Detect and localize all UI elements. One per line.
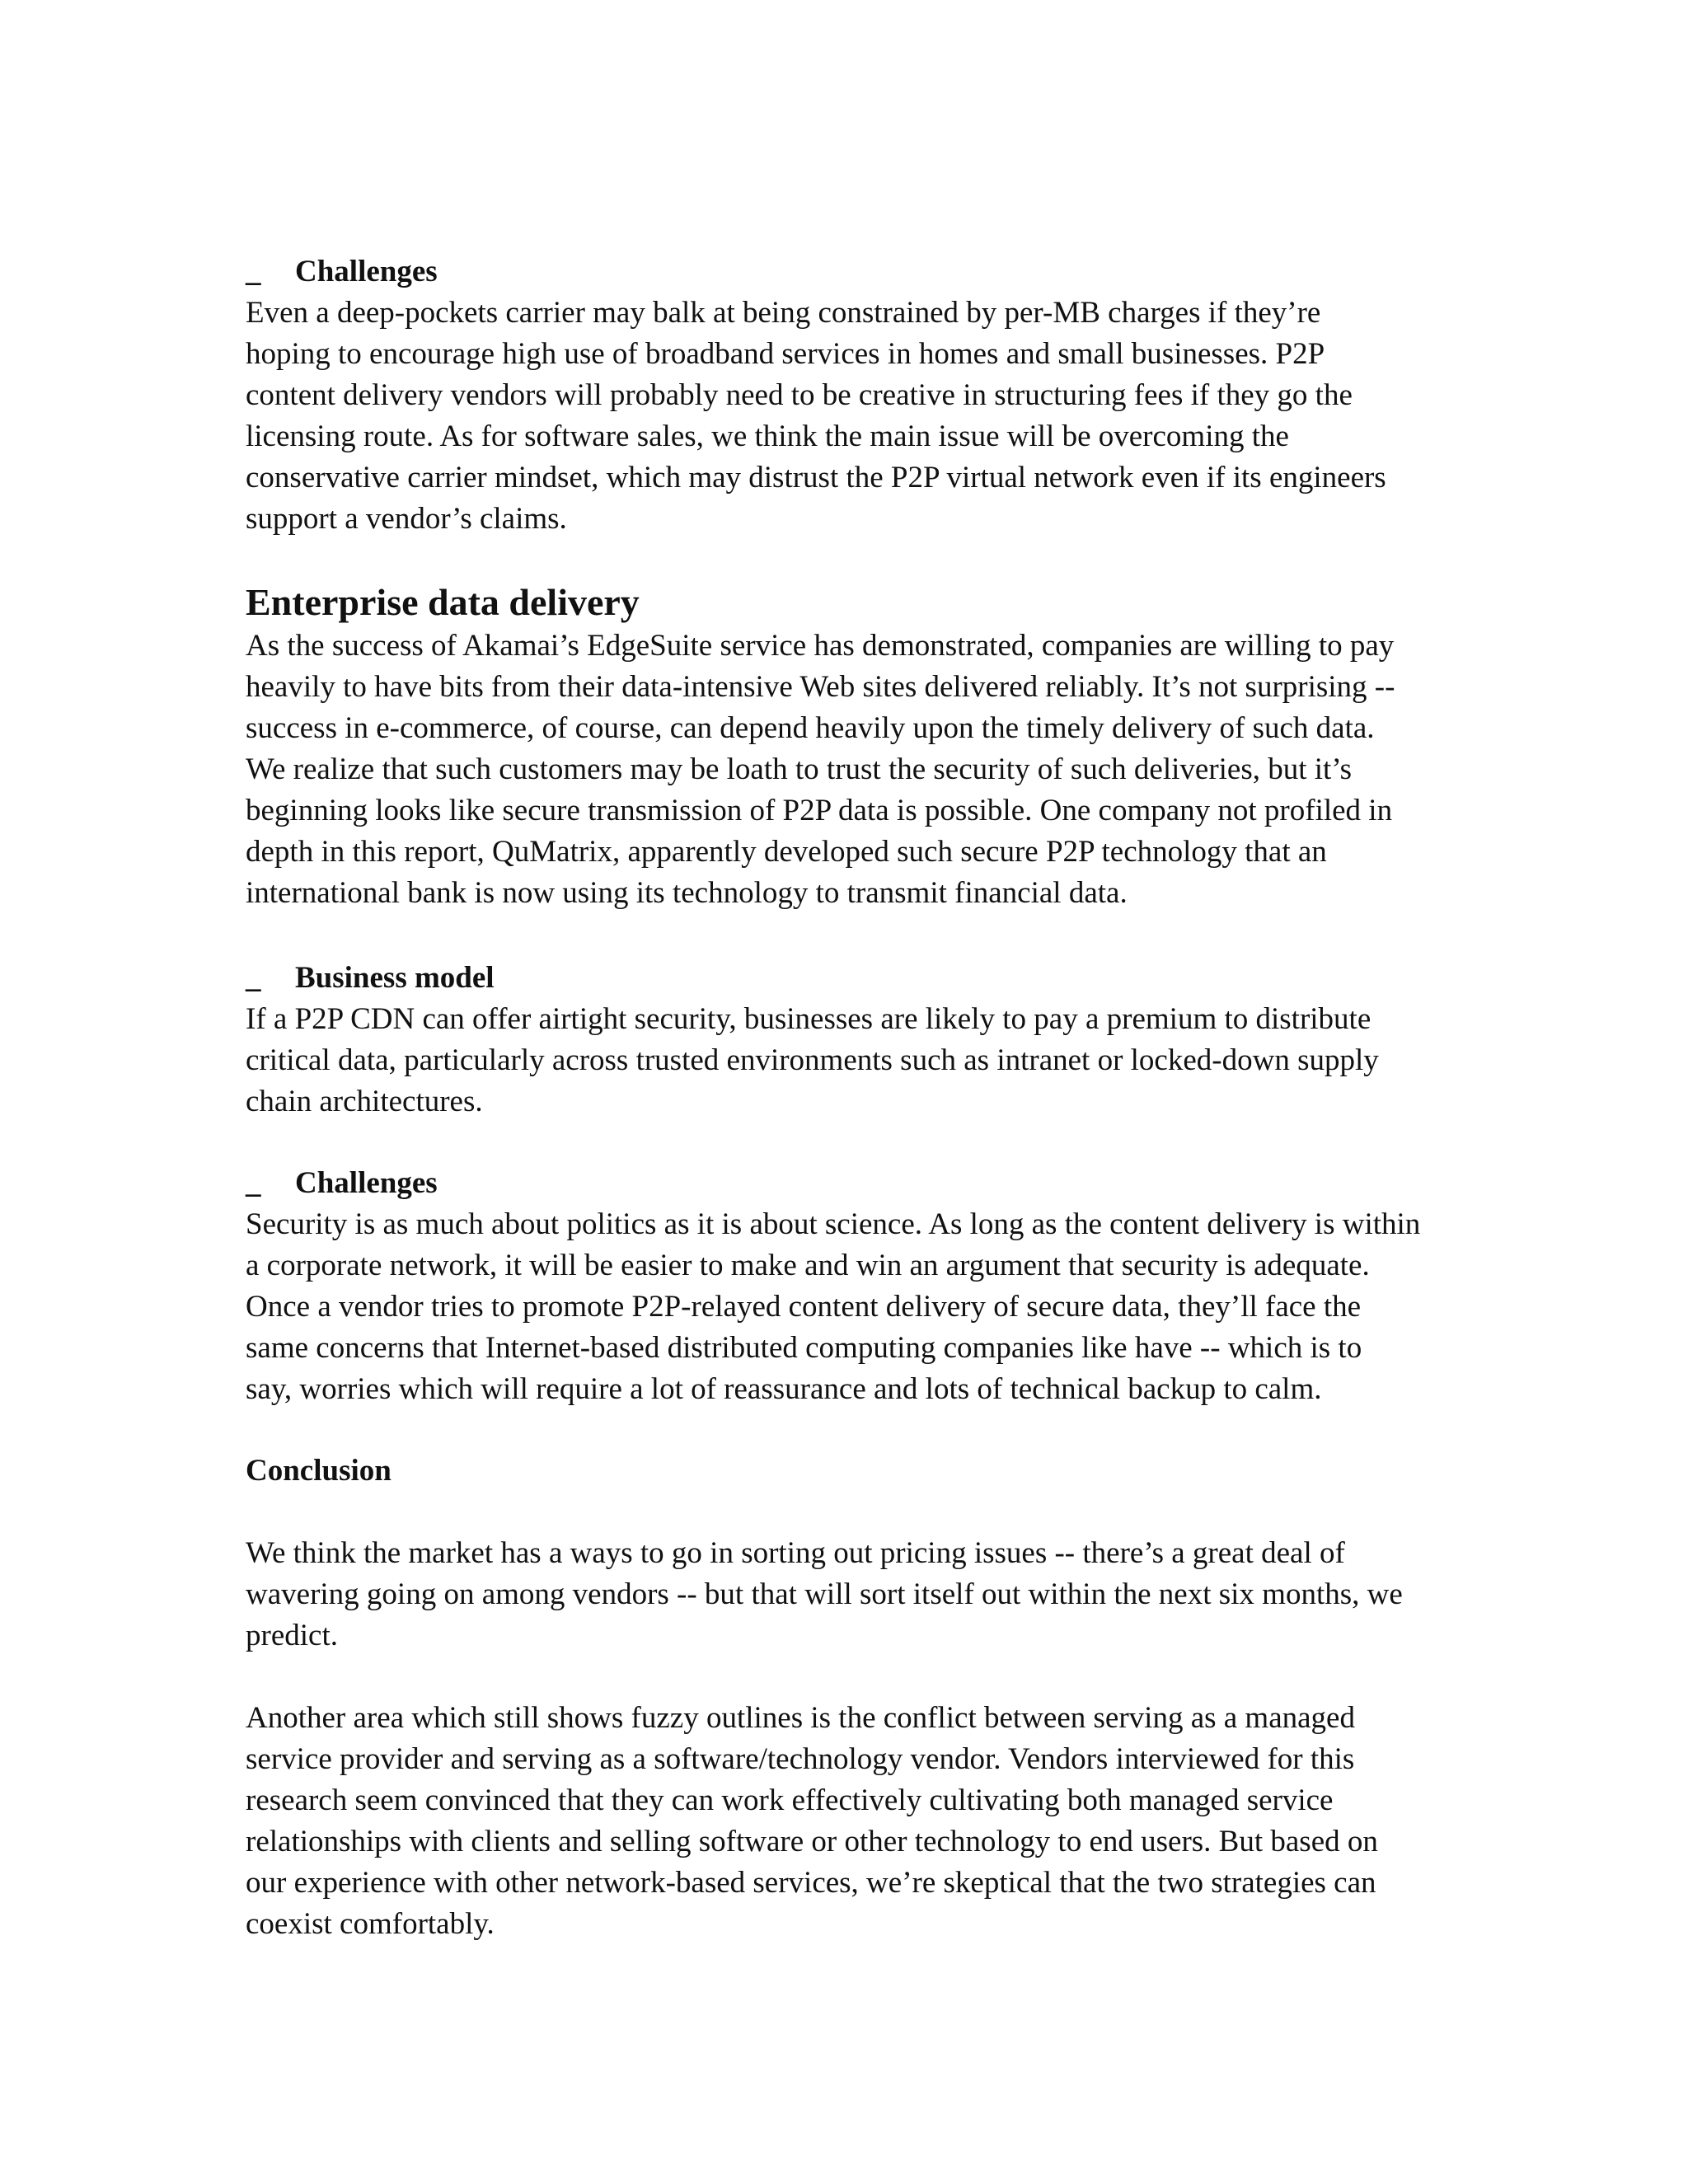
challenges-2-section <box>246 1163 1449 1410</box>
enterprise-paragraph: As the success of Akamai’s EdgeSuite service has demonstrated, companies are willing to pay heavily to have bits from their data-intensive Web sites delivered reliably. It’s not surprising -- success in e-commerce, of course, can depend heavily upon the timely delivery of such data. We realize that such customers may be loath to trust the security of such deliveries, but it’s beginning looks like secure transmission of P2P data is possible. One company not profiled in depth in this report, QuMatrix, apparently developed such secure P2P technology that an international bank is now using its technology to transmit financial data. <box>246 629 1395 910</box>
business-model-heading-text: Business model <box>295 961 495 995</box>
challenges-section <box>246 251 1449 540</box>
bullet-marker: _ <box>246 255 261 288</box>
business-model-heading <box>246 958 1449 999</box>
challenges-2-paragraph: Security is as much about politics as it is about science. As long as the content delivery is within a corporate network, it will be easier to make and win an argument that security is adequate. Once a vendor tries to promote P2P-relayed content delivery of secure data, they’ll face the same concerns that Internet-based distributed computing companies like have -- which is to say, worries which will require a lot of reassurance and lots of technical backup to calm. <box>246 1207 1421 1406</box>
enterprise-heading: Enterprise data delivery <box>246 581 640 623</box>
challenges-paragraph: Even a deep-pockets carrier may balk at being constrained by per-MB charges if they’re hoping to encourage high use of broadband services in homes and small businesses. P2P content delivery vendors will probably need to be creative in structuring fees if they go the licensing route. As for software sales, we think the main issue will be overcoming the conservative carrier mindset, which may distrust the P2P virtual network even if its engineers support a vendor’s claims. <box>246 296 1386 536</box>
bullet-marker: _ <box>246 961 261 995</box>
bullet-marker: _ <box>246 1166 261 1200</box>
conclusion-paragraph-2: Another area which still shows fuzzy outlines is the conflict between serving as a managed service provider and serving as a software/technology vendor. Vendors interviewed for this research seem convinced that they can work effectively cultivating both managed service relationships with clients and selling software or other technology to end users. But based on our experience with other network-based services, we’re skeptical that the two strategies can coexist comfortably. <box>246 1701 1378 1941</box>
enterprise-section <box>246 579 1449 914</box>
business-model-paragraph: If a P2P CDN can offer airtight security, businesses are likely to pay a premium to distribute critical data, particularly across trusted environments such as intranet or locked-down supply chain architectures. <box>246 1002 1379 1118</box>
conclusion-heading: Conclusion <box>246 1454 392 1488</box>
challenges-heading <box>246 251 1449 293</box>
challenges-2-heading-text: Challenges <box>295 1166 438 1200</box>
challenges-heading-text: Challenges <box>295 255 438 288</box>
conclusion-paragraph-1: We think the market has a ways to go in sorting out pricing issues -- there’s a great deal of wavering going on among vendors -- but that will sort itself out within the next six months, we predict. <box>246 1536 1403 1652</box>
business-model-section <box>246 958 1449 1122</box>
challenges-2-heading <box>246 1163 1449 1204</box>
conclusion-section <box>246 1451 1449 1492</box>
conclusion-paragraph-1-block <box>246 1533 1449 1657</box>
conclusion-paragraph-2-block <box>246 1698 1449 1945</box>
